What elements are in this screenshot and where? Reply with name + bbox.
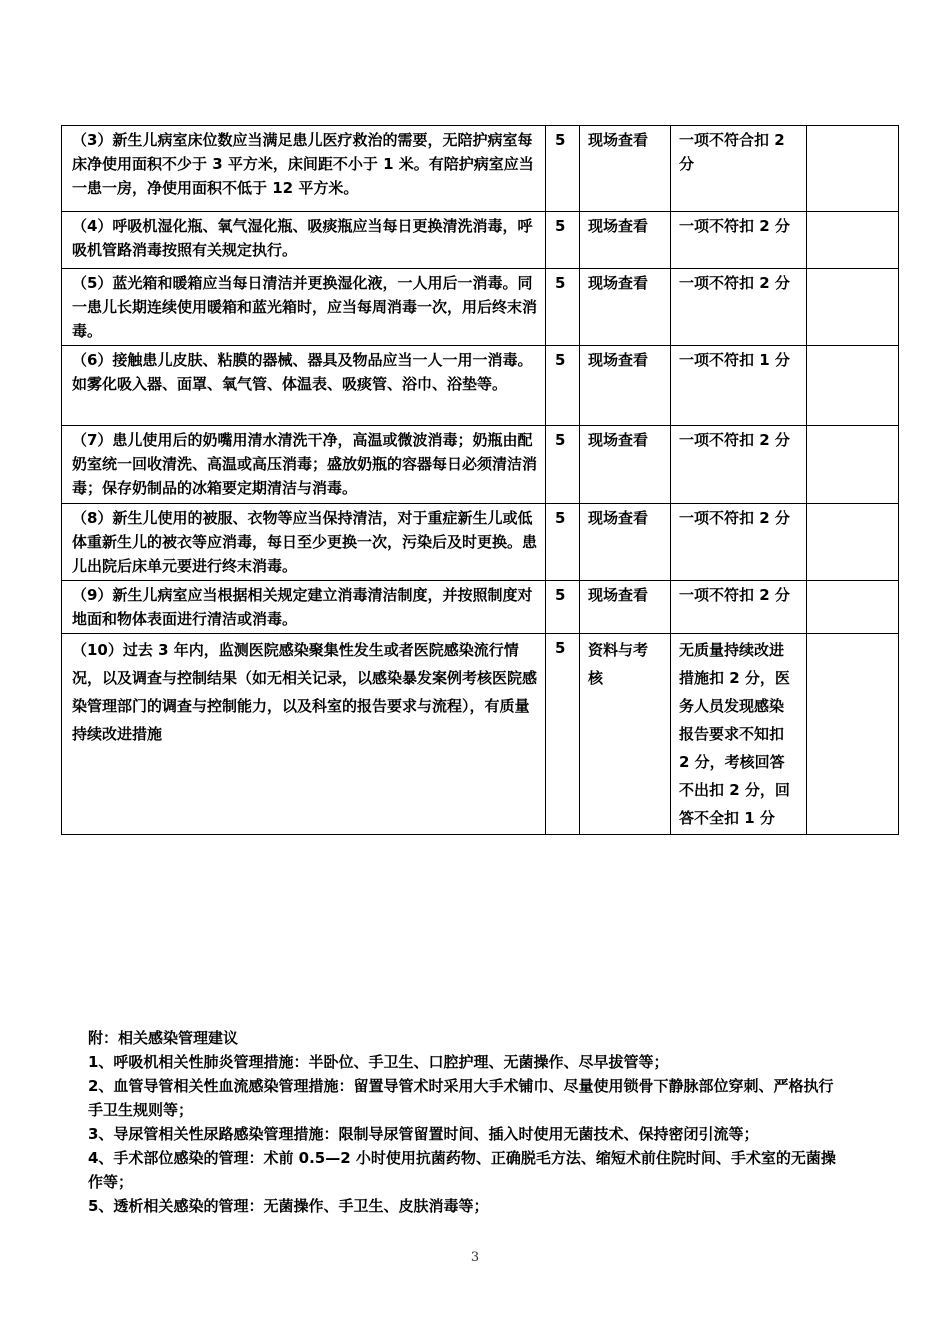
- appendix-section: [88, 1026, 848, 1218]
- method-cell: 现场查看: [580, 426, 671, 504]
- score-cell: 5: [546, 504, 580, 581]
- appendix-item: 4、手术部位感染的管理：术前 0.5—2 小时使用抗菌药物、正确脱毛方法、缩短术前住院时间、手术室的无菌操作等；: [88, 1149, 836, 1191]
- remark-cell: [807, 634, 899, 835]
- score-cell: 5: [546, 634, 580, 835]
- score-cell: 5: [546, 346, 580, 426]
- remark-cell: [807, 426, 899, 504]
- remark-cell: [807, 126, 899, 212]
- appendix-item: 1、呼吸机相关性肺炎管理措施：半卧位、手卫生、口腔护理、无菌操作、尽早拔管等；: [88, 1053, 669, 1071]
- remark-cell: [807, 346, 899, 426]
- score-cell: 5: [546, 212, 580, 269]
- table-row: [62, 126, 899, 212]
- table-row: [62, 504, 899, 581]
- appendix-title: 附：相关感染管理建议: [88, 1029, 239, 1047]
- table-row: [62, 581, 899, 634]
- page-number: 3: [470, 1250, 480, 1265]
- table-row: [62, 346, 899, 426]
- item-cell: （5）蓝光箱和暖箱应当每日清洁并更换湿化液，一人用后一消毒。同一患儿长期连续使用暖箱和蓝光箱时，应当每周消毒一次，用后终末消毒。: [62, 269, 546, 346]
- table-row: [62, 426, 899, 504]
- score-cell: 5: [546, 426, 580, 504]
- standard-cell: 一项不符扣 2 分: [671, 504, 807, 581]
- table-row: [62, 269, 899, 346]
- standard-cell: 一项不符扣 2 分: [671, 426, 807, 504]
- item-cell: （7）患儿使用后的奶嘴用清水清洗干净，高温或微波消毒；奶瓶由配奶室统一回收清洗、高温或高压消毒；盛放奶瓶的容器每日必须清洁消毒；保存奶制品的冰箱要定期清洁与消毒。: [62, 426, 546, 504]
- score-cell: 5: [546, 126, 580, 212]
- appendix-item: 3、导尿管相关性尿路感染管理措施：限制导尿管留置时间、插入时使用无菌技术、保持密闭引流等；: [88, 1125, 759, 1143]
- standard-cell: 一项不符扣 1 分: [671, 346, 807, 426]
- method-cell: 现场查看: [580, 504, 671, 581]
- item-cell: （9）新生儿病室应当根据相关规定建立消毒清洁制度，并按照制度对地面和物体表面进行清洁或消毒。: [62, 581, 546, 634]
- item-cell: （10）过去 3 年内，监测医院感染聚集性发生或者医院感染流行情况，以及调查与控制结果（如无相关记录，以感染暴发案例考核医院感染管理部门的调查与控制能力，以及科室的报告要求与流程），有质量持续改进措施: [62, 634, 546, 835]
- standard-cell: 一项不符扣 2 分: [671, 269, 807, 346]
- item-cell: （3）新生儿病室床位数应当满足患儿医疗救治的需要，无陪护病室每床净使用面积不少于 3 平方米，床间距不小于 1 米。有陪护病室应当一患一房，净使用面积不低于 12 平方米。: [62, 126, 546, 212]
- item-cell: （6）接触患儿皮肤、粘膜的器械、器具及物品应当一人一用一消毒。如雾化吸入器、面罩、氧气管、体温表、吸痰管、浴巾、浴垫等。: [62, 346, 546, 426]
- score-cell: 5: [546, 269, 580, 346]
- method-cell: 现场查看: [580, 581, 671, 634]
- standard-cell: 一项不符扣 2 分: [671, 581, 807, 634]
- remark-cell: [807, 581, 899, 634]
- table-row: [62, 634, 899, 835]
- method-cell: 现场查看: [580, 346, 671, 426]
- appendix-item: 5、透析相关感染的管理：无菌操作、手卫生、皮肤消毒等；: [88, 1197, 489, 1215]
- standard-cell: 无质量持续改进措施扣 2 分，医务人员发现感染报告要求不知扣 2 分，考核回答不出扣 2 分，回答不全扣 1 分: [671, 634, 807, 835]
- method-cell: 现场查看: [580, 126, 671, 212]
- method-cell: 现场查看: [580, 212, 671, 269]
- appendix-item: 2、血管导管相关性血流感染管理措施：留置导管术时采用大手术铺巾、尽量使用锁骨下静脉部位穿刺、严格执行手卫生规则等；: [88, 1077, 834, 1119]
- item-cell: （4）呼吸机湿化瓶、氧气湿化瓶、吸痰瓶应当每日更换清洗消毒，呼吸机管路消毒按照有关规定执行。: [62, 212, 546, 269]
- remark-cell: [807, 504, 899, 581]
- table-row: [62, 212, 899, 269]
- standard-cell: 一项不符合扣 2 分: [671, 126, 807, 212]
- remark-cell: [807, 212, 899, 269]
- remark-cell: [807, 269, 899, 346]
- method-cell: 现场查看: [580, 269, 671, 346]
- item-cell: （8）新生儿使用的被服、衣物等应当保持清洁，对于重症新生儿或低体重新生儿的被衣等应消毒，每日至少更换一次，污染后及时更换。患儿出院后床单元要进行终末消毒。: [62, 504, 546, 581]
- standard-cell: 一项不符扣 2 分: [671, 212, 807, 269]
- inspection-table: [61, 125, 899, 835]
- score-cell: 5: [546, 581, 580, 634]
- method-cell: 资料与考核: [580, 634, 671, 835]
